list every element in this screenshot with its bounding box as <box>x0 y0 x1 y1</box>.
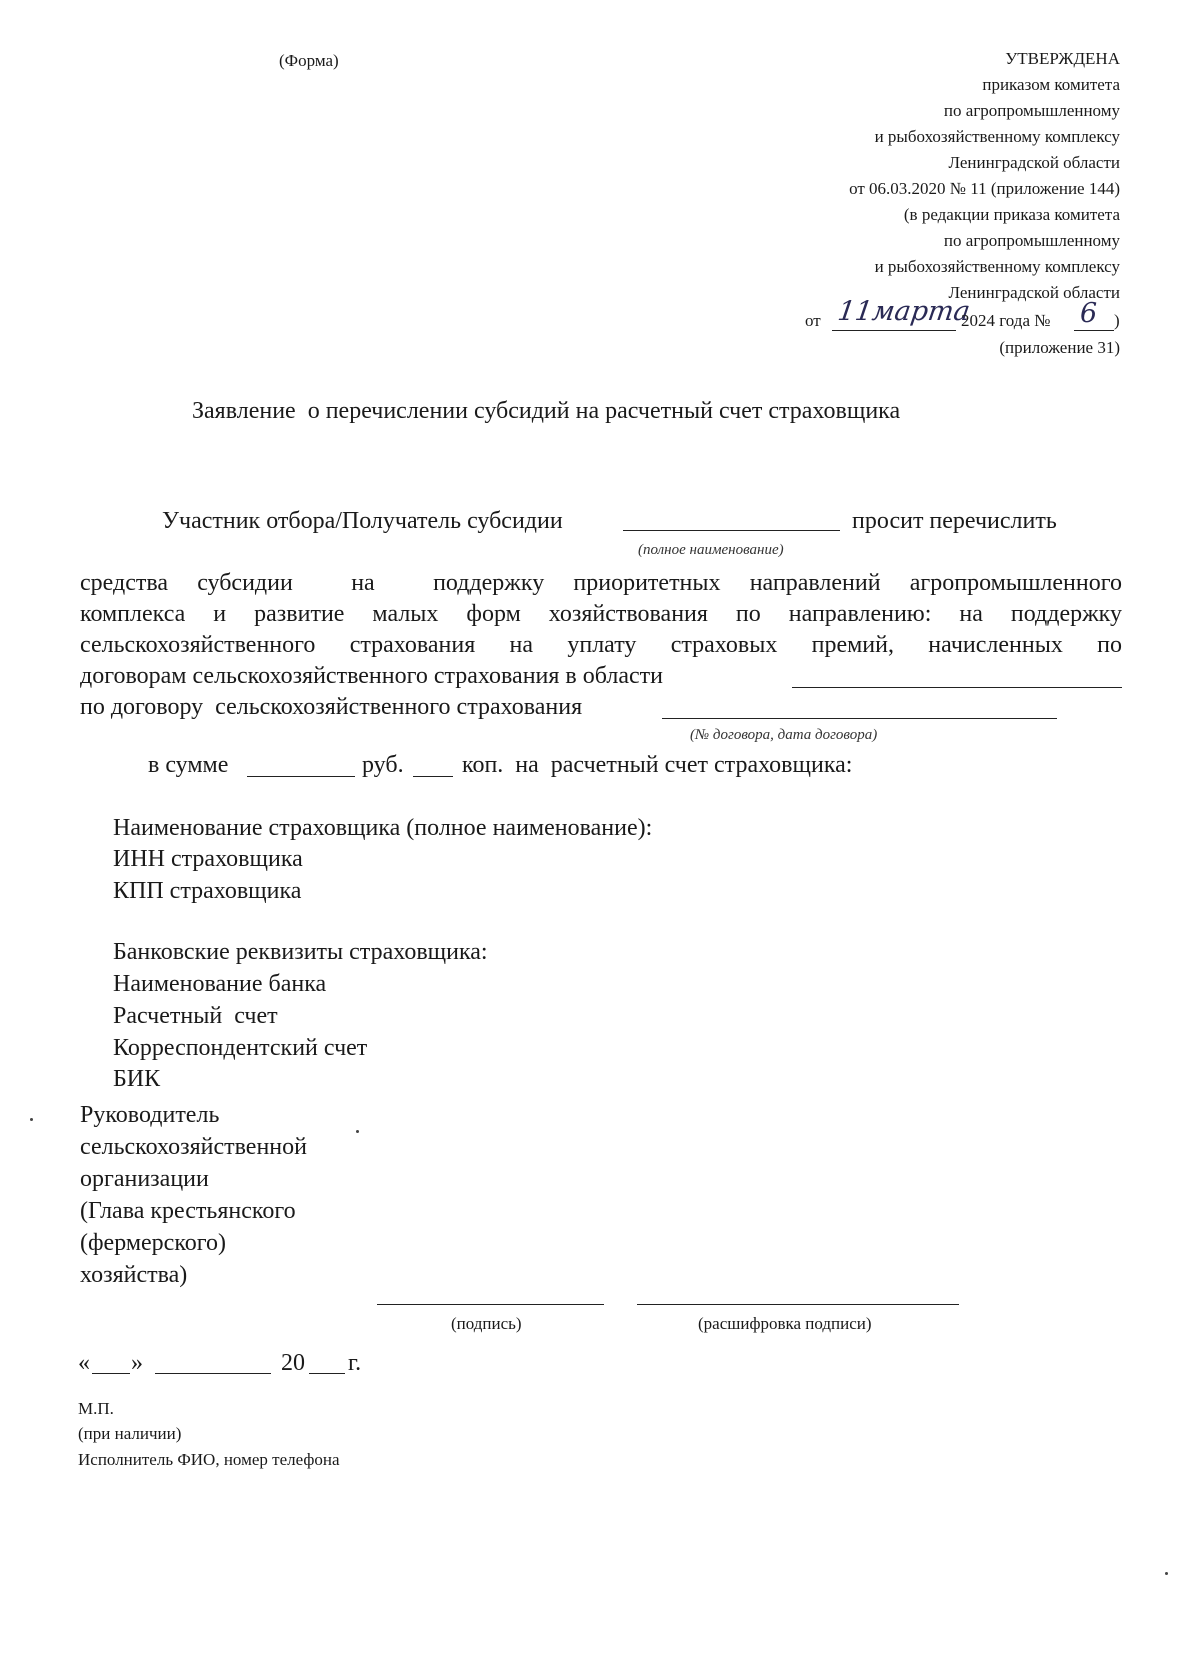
sum-kop-blank <box>413 776 453 777</box>
contract-blank <box>662 718 1057 719</box>
signatory-line: Руководитель <box>80 1102 220 1128</box>
date-year-suffix: г. <box>348 1350 362 1376</box>
sum-rub-label: руб. <box>362 752 404 778</box>
hint-signature: (подпись) <box>451 1314 522 1333</box>
approval-line: Ленинградской области <box>948 153 1120 172</box>
edition-close: ) <box>1114 311 1120 330</box>
scan-speck <box>1165 1572 1168 1575</box>
paragraph-line: договорам сельскохозяйственного страхования в области <box>80 663 663 689</box>
insurer-line: ИНН страховщика <box>113 846 303 872</box>
contract-label: по договору сельскохозяйственного страхования <box>80 694 583 720</box>
stamp-label: М.П. <box>78 1399 114 1418</box>
signatory-line: (фермерского) <box>80 1230 227 1256</box>
signature-blank <box>377 1304 604 1305</box>
stamp-note: (при наличии) <box>78 1424 182 1443</box>
approval-line: (в редакции приказа комитета <box>903 205 1120 224</box>
bank-line: Корреспондентский счет <box>113 1035 368 1061</box>
request-text: просит перечислить <box>852 508 1057 534</box>
signature-decoding-blank <box>637 1304 959 1305</box>
hint-contract: (№ договора, дата договора) <box>690 727 878 743</box>
edition-number-handwritten: 6 <box>1080 298 1098 329</box>
edition-from: от <box>805 311 821 330</box>
approval-line: и рыбохозяйственному комплексу <box>874 127 1120 146</box>
applicant-name-blank <box>623 530 840 531</box>
applicant-label: Участник отбора/Получатель субсидии <box>162 508 563 534</box>
edition-date-underline <box>832 330 956 331</box>
appendix-label: (приложение 31) <box>999 338 1120 357</box>
sum-rub-blank <box>247 776 355 777</box>
sum-prefix: в сумме <box>148 752 229 778</box>
bank-line: Расчетный счет <box>113 1003 278 1029</box>
scan-speck <box>356 1130 359 1133</box>
document-title: Заявление о перечислении субсидий на расчетный счет страховщика <box>192 398 901 424</box>
executor-label: Исполнитель ФИО, номер телефона <box>78 1450 340 1469</box>
approval-line: и рыбохозяйственному комплексу <box>874 257 1120 276</box>
approval-line: Ленинградской области <box>948 283 1120 302</box>
edition-date-handwritten: 11марта <box>835 296 973 327</box>
insurer-line: КПП страховщика <box>113 878 302 904</box>
form-label: (Форма) <box>279 51 339 70</box>
date-day-blank <box>92 1373 130 1374</box>
signatory-line: сельскохозяйственной <box>80 1134 307 1160</box>
bank-line: БИК <box>113 1066 161 1092</box>
hint-signature-decoding: (расшифровка подписи) <box>698 1314 872 1333</box>
date-year-blank <box>309 1373 345 1374</box>
approval-line: по агропромышленному <box>943 101 1120 120</box>
insurer-line: Наименование страховщика (полное наименование): <box>113 815 653 841</box>
edition-number-underline <box>1074 330 1114 331</box>
signatory-line: (Глава крестьянского <box>80 1198 296 1224</box>
paragraph-line: сельскохозяйственного страхования на уплату страховых премий, начисленных по <box>80 632 1122 658</box>
date-open-quote: « <box>78 1350 90 1376</box>
bank-line: Наименование банка <box>113 971 327 997</box>
approval-line: приказом комитета <box>982 75 1120 94</box>
scan-speck <box>30 1118 33 1121</box>
approval-line: от 06.03.2020 № 11 (приложение 144) <box>849 179 1120 198</box>
hint-full-name: (полное наименование) <box>638 542 784 558</box>
approval-line: УТВЕРЖДЕНА <box>1005 49 1120 68</box>
date-month-blank <box>155 1373 271 1374</box>
approval-line: по агропромышленному <box>943 231 1120 250</box>
sum-kop-label: коп. на расчетный счет страховщика: <box>462 752 853 778</box>
paragraph-line: комплекса и развитие малых форм хозяйствования по направлению: на поддержку <box>80 601 1122 627</box>
bank-line: Банковские реквизиты страховщика: <box>113 939 488 965</box>
date-century: 20 <box>281 1350 305 1376</box>
region-blank <box>792 687 1122 688</box>
signatory-line: хозяйства) <box>80 1262 188 1288</box>
date-close-quote: » <box>131 1350 143 1376</box>
signatory-line: организации <box>80 1166 209 1192</box>
edition-year: 2024 года № <box>961 311 1051 330</box>
paragraph-line: средства субсидии на поддержку приоритетных направлений агропромышленного <box>80 570 1122 596</box>
